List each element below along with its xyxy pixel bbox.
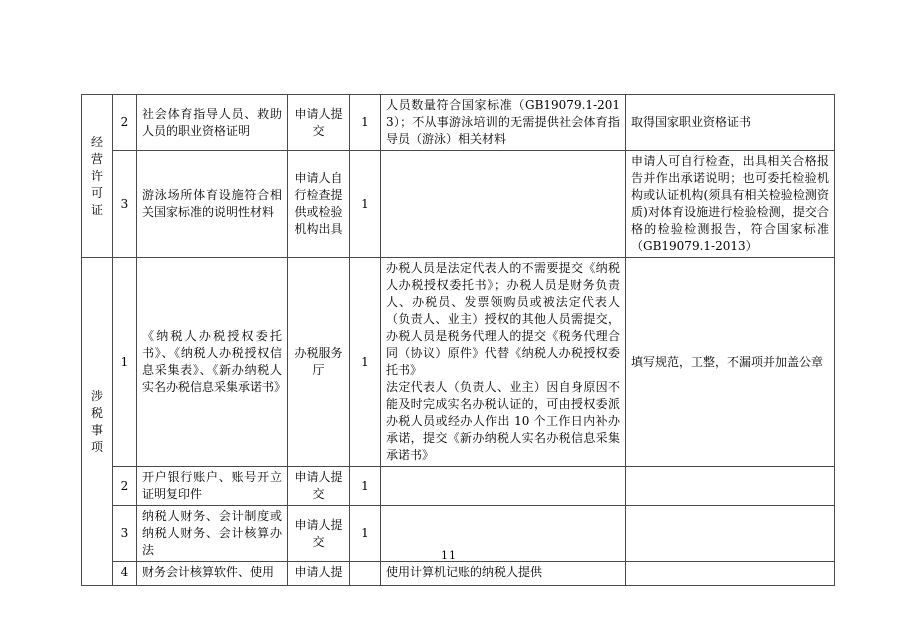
materials-table <box>81 94 835 586</box>
submit-method: 申请人提交 <box>288 506 350 562</box>
row-number: 1 <box>113 258 137 467</box>
table-row <box>82 562 835 586</box>
standard-note <box>626 562 835 586</box>
requirement-note <box>381 467 626 506</box>
table-row <box>82 467 835 506</box>
copy-count: 1 <box>350 506 381 562</box>
requirement-paragraph: 法定代表人（负责人、业主）因自身原因不能及时完成实名办税认证的，可由授权委派办税人员或经办人作出 10 个工作日内补办承诺，提交《新办纳税人实名办税信息采集承诺书》 <box>386 380 620 462</box>
requirement-note: 使用计算机记账的纳税人提供 <box>381 562 626 586</box>
standard-note: 填写规范，工整，不漏项并加盖公章 <box>626 258 835 467</box>
row-number: 3 <box>113 506 137 562</box>
material-name: 游泳场所体育设施符合相关国家标准的说明性材料 <box>137 151 288 258</box>
table-row <box>82 151 835 258</box>
standard-note: 取得国家职业资格证书 <box>626 95 835 151</box>
page-number: 11 <box>441 549 457 562</box>
submit-method: 办税服务厅 <box>288 258 350 467</box>
submit-method: 申请人自行检查提供或检验机构出具 <box>288 151 350 258</box>
copy-count: 1 <box>350 258 381 467</box>
requirement-paragraph: 办税人员是法定代表人的不需要提交《纳税人办税授权委托书》；办税人员是财务负责人、办税员、发票领购员或被法定代表人（负责人、业主）授权的其他人员需提交，办税人员是税务代理人的提交《税务代理合同（协议）原件》代替《纳税人办税授权委托书》 <box>386 261 620 377</box>
section-label-tax-matters: 涉税事项 <box>82 258 113 586</box>
table-row <box>82 258 835 467</box>
requirement-note: 人员数量符合国家标准（GB19079.1-2013）；不从事游泳培训的无需提供社会体育指导员（游泳）相关材料 <box>381 95 626 151</box>
copy-count: 1 <box>350 151 381 258</box>
row-number: 3 <box>113 151 137 258</box>
section-label-business-license: 经营许可证 <box>82 95 113 258</box>
copy-count: 1 <box>350 95 381 151</box>
material-name: 社会体育指导人员、救助人员的职业资格证明 <box>137 95 288 151</box>
copy-count <box>350 562 381 586</box>
submit-method: 申请人提 <box>288 562 350 586</box>
row-number: 2 <box>113 95 137 151</box>
material-name: 财务会计核算软件、使用 <box>137 562 288 586</box>
row-number: 4 <box>113 562 137 586</box>
requirement-note <box>381 151 626 258</box>
material-name: 纳税人财务、会计制度或纳税人财务、会计核算办法 <box>137 506 288 562</box>
row-number: 2 <box>113 467 137 506</box>
standard-note: 申请人可自行检查，出具相关合格报告并作出承诺说明；也可委托检验机构或认证机构(须具有相关检验检测资质)对体育设施进行检验检测，提交合格的检验检测报告，符合国家标准（GB19079.1-2013） <box>626 151 835 258</box>
copy-count: 1 <box>350 467 381 506</box>
submit-method: 申请人提交 <box>288 467 350 506</box>
standard-note <box>626 467 835 506</box>
submit-method: 申请人提交 <box>288 95 350 151</box>
material-name: 《纳税人办税授权委托书》、《纳税人办税授权信息采集表》、《新办纳税人实名办税信息采集承诺书》 <box>137 258 288 467</box>
table-row <box>82 95 835 151</box>
requirement-note <box>381 258 626 467</box>
material-name: 开户银行账户、账号开立证明复印件 <box>137 467 288 506</box>
